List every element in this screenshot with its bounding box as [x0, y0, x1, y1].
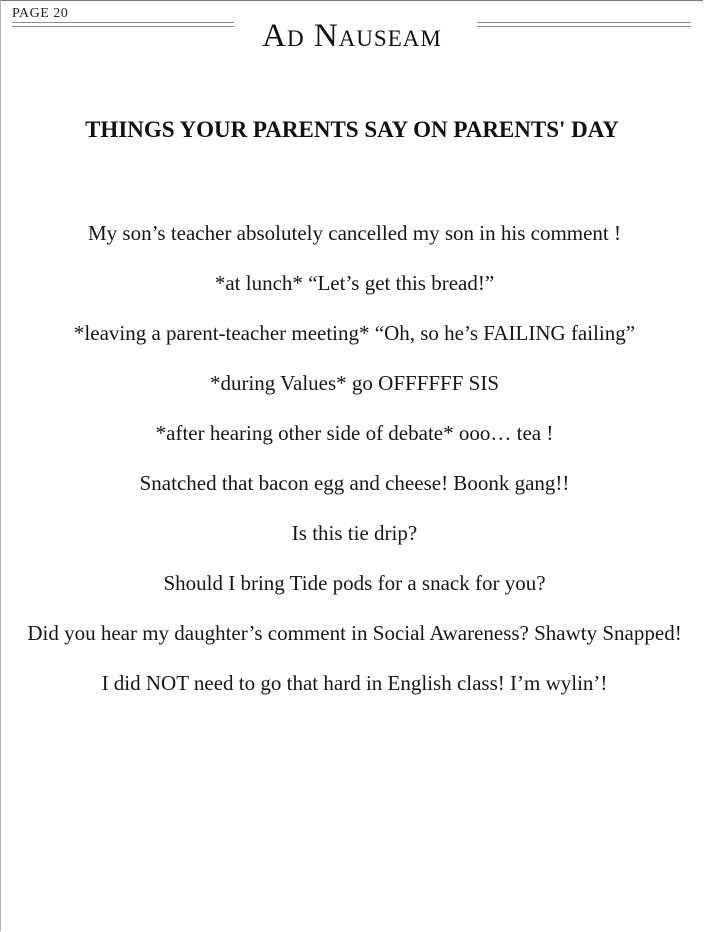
quote-item: *leaving a parent-teacher meeting* “Oh, so he’s FAILING failing”: [73, 321, 636, 345]
quote-item: *during Values* go OFFFFFF SIS: [209, 371, 500, 395]
quote-item: *at lunch* “Let’s get this bread!”: [214, 271, 495, 295]
quote-item: Is this tie drip?: [291, 521, 418, 545]
quote-item: Did you hear my daughter’s comment in Social Awareness? Shawty Snapped!: [27, 621, 682, 645]
quote-item: Should I bring Tide pods for a snack for you?: [163, 571, 546, 595]
quote-item: Snatched that bacon egg and cheese! Boonk gang!!: [139, 471, 570, 495]
quote-item: *after hearing other side of debate* ooo… tea !: [155, 421, 554, 445]
quote-item: I did NOT need to go that hard in English class! I’m wylin’!: [101, 671, 608, 695]
publication-masthead: Ad Nauseam: [262, 18, 442, 54]
quote-list: [24, 221, 685, 721]
page-number: PAGE 20: [12, 6, 69, 21]
article-headline: THINGS YOUR PARENTS SAY ON PARENTS' DAY: [85, 117, 619, 142]
quote-item: My son’s teacher absolutely cancelled my son in his comment !: [87, 221, 622, 245]
